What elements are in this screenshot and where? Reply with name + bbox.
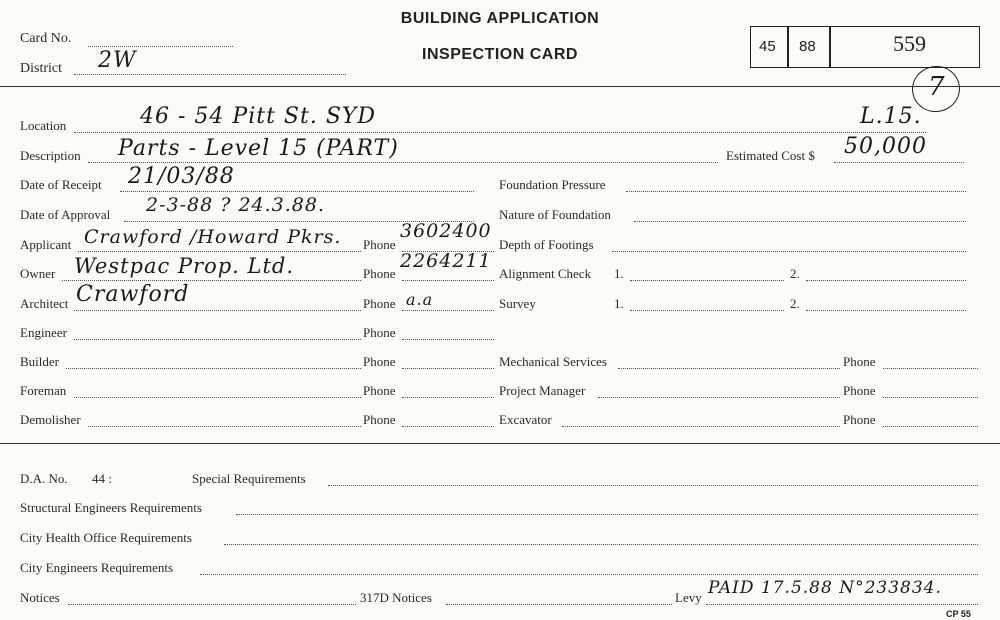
survey-1-label: 1. bbox=[614, 296, 624, 311]
nature-foundation-label: Nature of Foundation bbox=[499, 207, 611, 222]
card-no-label: Card No. bbox=[20, 31, 72, 46]
alignment-1-label: 1. bbox=[614, 266, 624, 281]
structural-engineers-label: Structural Engineers Requirements bbox=[20, 500, 202, 515]
estimated-cost-label: Estimated Cost $ bbox=[726, 148, 815, 163]
mechanical-services-label: Mechanical Services bbox=[499, 354, 607, 369]
architect-value: Crawford bbox=[76, 282, 190, 307]
location-level: L.15. bbox=[860, 104, 922, 129]
form-code: CP 55 bbox=[946, 609, 971, 619]
ref-box-1: 45 bbox=[750, 26, 788, 68]
description-value: Parts - Level 15 (PART) bbox=[118, 136, 399, 161]
engineer-phone-label: Phone bbox=[363, 325, 396, 340]
builder-label: Builder bbox=[20, 354, 59, 369]
architect-phone-label: Phone bbox=[363, 296, 396, 311]
survey-2-label: 2. bbox=[790, 296, 800, 311]
owner-phone-value: 2264211 bbox=[400, 250, 492, 272]
district-line bbox=[74, 74, 346, 75]
city-engineers-label: City Engineers Requirements bbox=[20, 560, 174, 575]
title-line-1: BUILDING APPLICATION bbox=[400, 10, 600, 27]
demolisher-phone-label: Phone bbox=[363, 412, 396, 427]
district-value: 2W bbox=[98, 48, 137, 73]
owner-value: Westpac Prop. Ltd. bbox=[74, 254, 295, 278]
project-manager-label: Project Manager bbox=[499, 383, 586, 398]
depth-footings-label: Depth of Footings bbox=[499, 237, 594, 252]
title-line-2: INSPECTION CARD bbox=[422, 46, 578, 63]
applicant-phone-label: Phone bbox=[363, 237, 396, 252]
demolisher-label: Demolisher bbox=[20, 412, 81, 427]
owner-label: Owner bbox=[20, 266, 56, 281]
description-label: Description bbox=[20, 148, 81, 163]
levy-label: Levy bbox=[675, 590, 702, 605]
project-manager-phone-label: Phone bbox=[843, 383, 876, 398]
city-health-label: City Health Office Requirements bbox=[20, 530, 192, 545]
owner-phone-label: Phone bbox=[363, 266, 396, 281]
location-label: Location bbox=[20, 118, 67, 133]
lower-rule bbox=[0, 443, 1000, 444]
alignment-check-label: Alignment Check bbox=[499, 266, 592, 281]
notices-317d-label: 317D Notices bbox=[360, 590, 432, 605]
survey-label: Survey bbox=[499, 296, 536, 311]
date-receipt-value: 21/03/88 bbox=[128, 164, 235, 189]
date-approval-label: Date of Approval bbox=[20, 207, 111, 222]
ref-box-2: 88 bbox=[788, 26, 830, 68]
engineer-label: Engineer bbox=[20, 325, 67, 340]
excavator-phone-label: Phone bbox=[843, 412, 876, 427]
mechanical-phone-label: Phone bbox=[843, 354, 876, 369]
applicant-phone-value: 3602400 bbox=[400, 220, 492, 242]
builder-phone-label: Phone bbox=[363, 354, 396, 369]
da-no-label: D.A. No. bbox=[20, 471, 68, 486]
applicant-value: Crawford /Howard Pkrs. bbox=[84, 226, 342, 248]
da-no-value: 44 : bbox=[92, 471, 112, 486]
foreman-label: Foreman bbox=[20, 383, 67, 398]
date-receipt-label: Date of Receipt bbox=[20, 177, 102, 192]
special-requirements-label: Special Requirements bbox=[192, 471, 306, 486]
ref-box-3: 559 bbox=[830, 26, 980, 68]
architect-phone-value: a.a bbox=[406, 290, 434, 309]
alignment-2-label: 2. bbox=[790, 266, 800, 281]
location-value: 46 - 54 Pitt St. SYD bbox=[140, 104, 377, 129]
foreman-phone-label: Phone bbox=[363, 383, 396, 398]
excavator-label: Excavator bbox=[499, 412, 552, 427]
district-label: District bbox=[20, 61, 62, 76]
architect-label: Architect bbox=[20, 296, 69, 311]
notices-label: Notices bbox=[20, 590, 60, 605]
foundation-pressure-label: Foundation Pressure bbox=[499, 177, 606, 192]
date-approval-value: 2-3-88 ? 24.3.88. bbox=[146, 194, 326, 216]
levy-value: PAID 17.5.88 N°233834. bbox=[708, 578, 942, 598]
header-rule bbox=[0, 86, 1000, 87]
circled-mark-value: 7 bbox=[928, 72, 946, 102]
applicant-label: Applicant bbox=[20, 237, 72, 252]
estimated-cost-value: 50,000 bbox=[844, 134, 927, 159]
